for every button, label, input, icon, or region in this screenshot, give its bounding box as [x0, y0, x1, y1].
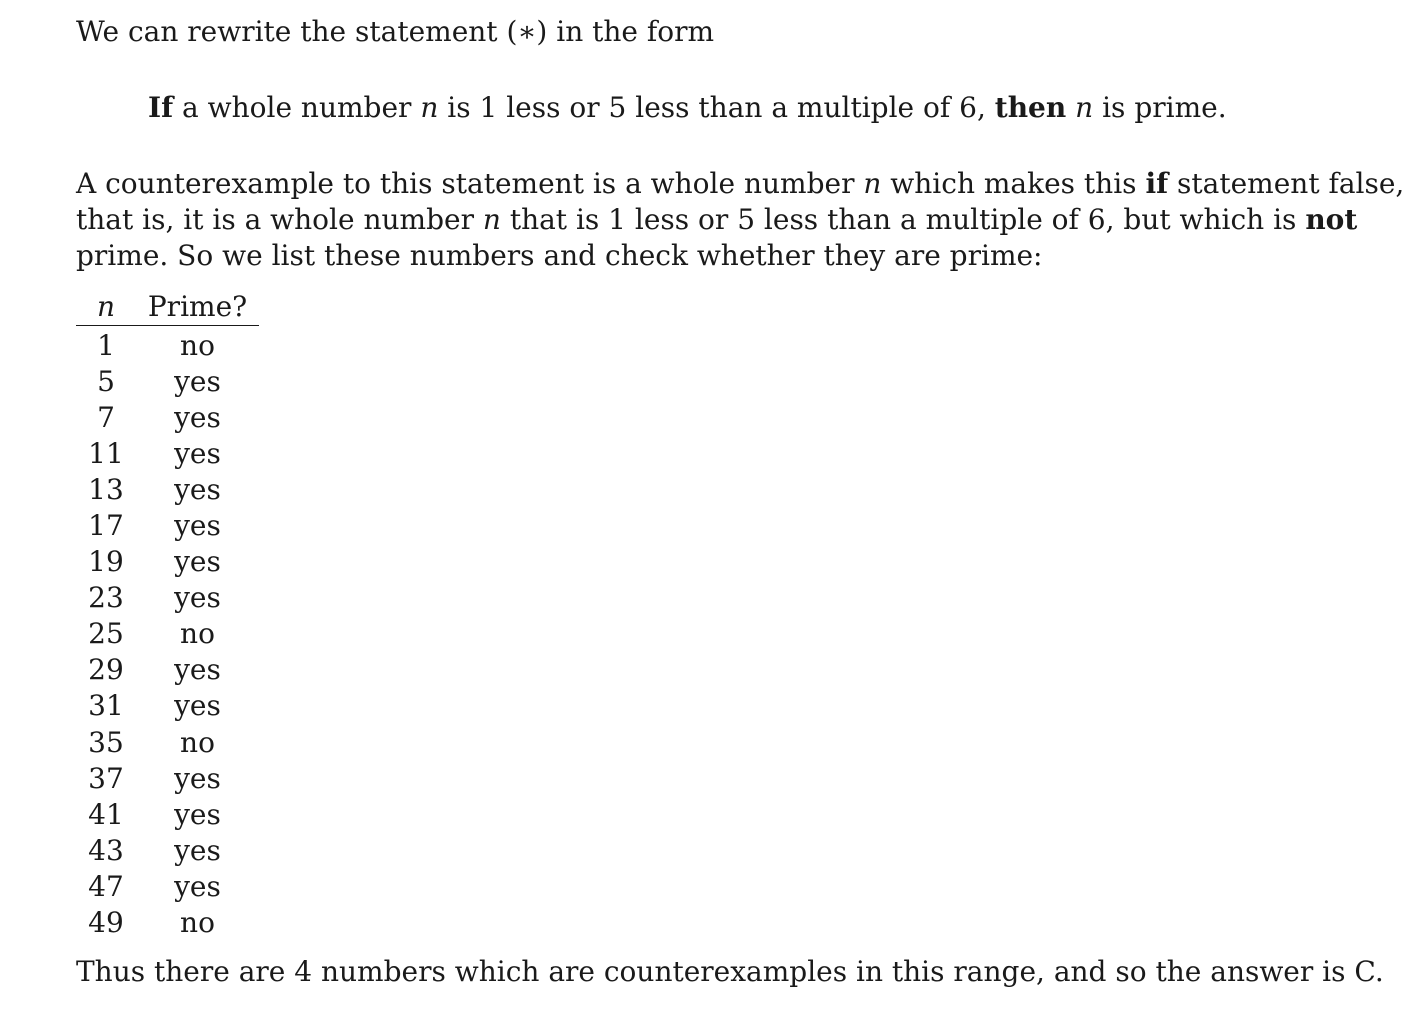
cell-prime: no [180, 328, 215, 362]
cell-n: 19 [88, 545, 124, 579]
statement-text-4: is prime. [1093, 91, 1227, 124]
then-keyword: then [994, 91, 1067, 124]
table-row [76, 796, 259, 832]
table-row [76, 652, 259, 688]
cell-prime: yes [174, 797, 221, 831]
table-row [76, 507, 259, 543]
cell-prime: yes [174, 436, 221, 470]
cell-n: 13 [88, 472, 124, 506]
explanation-line-1 [76, 166, 1404, 202]
cell-n: 17 [88, 509, 124, 543]
cell-n: 5 [97, 364, 115, 398]
explanation-line-2 [76, 202, 1358, 238]
explanation-text: that is, it is a whole number [76, 203, 483, 236]
table-row [76, 327, 259, 363]
if-then-statement [148, 90, 1227, 126]
cell-prime: yes [174, 689, 221, 723]
if-keyword: If [148, 91, 174, 124]
cell-n: 47 [88, 869, 124, 903]
table-row [76, 544, 259, 580]
table-body [76, 327, 259, 941]
table-row [76, 724, 259, 760]
variable-n: n [420, 91, 439, 124]
prime-check-table [76, 288, 259, 941]
variable-n: n [482, 203, 501, 236]
table-row [76, 399, 259, 435]
cell-n: 31 [88, 689, 124, 723]
intro-paragraph: We can rewrite the statement (∗) in the form [76, 15, 715, 48]
explanation-paragraph [76, 166, 1404, 274]
cell-n: 23 [88, 581, 124, 615]
statement-text-1: a whole number [173, 91, 421, 124]
explanation-text: that is 1 less or 5 less than a multiple of 6, but which is [500, 203, 1306, 236]
cell-n: 25 [88, 617, 124, 651]
table-row [76, 616, 259, 652]
cell-prime: yes [174, 472, 221, 506]
table-row [76, 580, 259, 616]
table-row [76, 868, 259, 904]
cell-n: 37 [88, 761, 124, 795]
explanation-line-3: prime. So we list these numbers and check whether they are prime: [76, 239, 1043, 272]
explanation-text: statement false, [1168, 167, 1404, 200]
cell-n: 11 [88, 436, 124, 470]
statement-text-2: is 1 less or 5 less than a multiple of 6, [438, 91, 995, 124]
statement-text-3 [1066, 91, 1075, 124]
table-row [76, 435, 259, 471]
table-row [76, 471, 259, 507]
explanation-text: which makes this [881, 167, 1146, 200]
table-row [76, 905, 259, 941]
cell-n: 49 [88, 906, 124, 940]
cell-prime: yes [174, 509, 221, 543]
cell-n: 7 [97, 400, 115, 434]
cell-prime: yes [174, 364, 221, 398]
cell-n: 43 [88, 833, 124, 867]
table-row [76, 363, 259, 399]
cell-prime: no [180, 725, 215, 759]
cell-prime: yes [174, 869, 221, 903]
cell-prime: yes [174, 545, 221, 579]
not-keyword: not [1305, 203, 1358, 236]
cell-prime: no [180, 906, 215, 940]
table-row [76, 760, 259, 796]
cell-prime: yes [174, 581, 221, 615]
cell-prime: no [180, 617, 215, 651]
cell-n: 29 [88, 653, 124, 687]
variable-n: n [863, 167, 882, 200]
table-row [76, 832, 259, 868]
cell-n: 1 [97, 328, 115, 362]
column-header-prime: Prime? [147, 289, 248, 323]
cell-n: 35 [88, 725, 124, 759]
cell-prime: yes [174, 833, 221, 867]
column-header-n: n [96, 289, 116, 323]
cell-prime: yes [174, 400, 221, 434]
cell-prime: yes [174, 653, 221, 687]
table-row [76, 688, 259, 724]
cell-prime: yes [174, 761, 221, 795]
table-header [76, 288, 259, 326]
variable-n: n [1075, 91, 1094, 124]
if-keyword: if [1145, 167, 1169, 200]
cell-n: 41 [88, 797, 124, 831]
conclusion-paragraph: Thus there are 4 numbers which are counterexamples in this range, and so the answer is C. [76, 955, 1384, 988]
explanation-text: A counterexample to this statement is a whole number [76, 167, 864, 200]
